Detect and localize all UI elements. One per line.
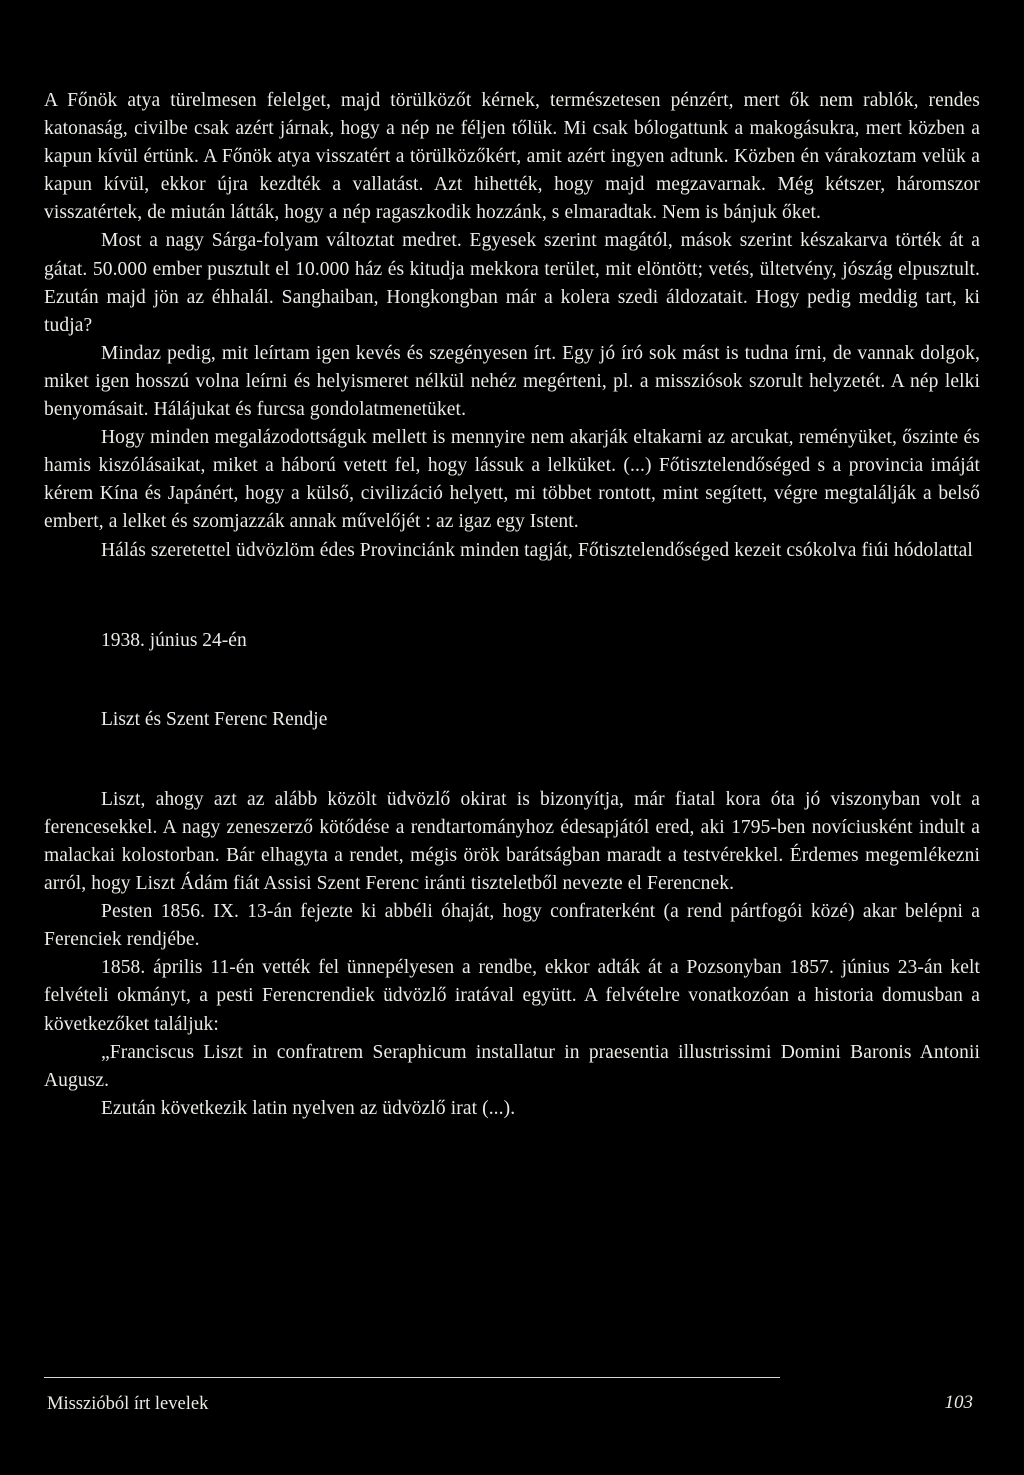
paragraph: Hálás szeretettel üdvözlöm édes Provinciánk minden tagját, Főtisztelendőséged kezeit csókolva fiúi hódolattal [101,539,973,561]
paragraph: A Főnök atya türelmesen felelget, majd törülközőt kérnek, természetesen pénzért, mert ők nem rablók, rendes katonaság, civilbe csak azért járnak, hogy a nép ne féljen tőlük. Mi csak bólogattunk a makogásukra, mert közben a kapun kívül értünk. A Főnök atya visszatért a törülközőkért, amit azért ingyen adtunk. Közben én várakoztam velük a kapun kívül, ekkor újra kezdték a vallatást. Azt hihették, hogy majd megzavarnak. Még kétszer, háromszor visszatértek, de miután látták, hogy a nép ragaszkodik hozzánk, s elmaradtak. Nem is bánjuk őket. [44,90,980,224]
paragraph: „Franciscus Liszt in confratrem Seraphicum installatur in praesentia illustrissimi Domini Baronis Antonii Augusz. [44,1041,980,1091]
paragraph: Most a nagy Sárga-folyam változtat medret. Egyesek szerint magától, mások szerint készakarva törték át a gátat. 50.000 ember pusztult el 10.000 ház és kitudja mekkora terület, mit elöntött; vetés, ültetvény, jószág elpusztult. Ezután majd jön az éhhalál. Sanghaiban, Hongkongban már a kolera szedi áldozatait. Hogy pedig meddig tart, ki tudja? [44,230,980,336]
section-title: Liszt és Szent Ferenc Rendje [101,708,328,730]
letter-date: 1938. június 24-én [101,629,247,651]
running-title: Misszióból írt levelek [47,1394,209,1414]
page-number: 103 [944,1392,973,1413]
paragraph: Pesten 1856. IX. 13-án fejezte ki abbéli óhaját, hogy confraterként (a rend pártfogói közé) akar belépni a Ferenciek rendjébe. [44,901,980,951]
paragraph: 1858. április 11-én vették fel ünnepélyesen a rendbe, ekkor adták át a Pozsonyban 1857. június 23-án kelt felvételi okmányt, a pesti Ferencrendiek üdvözlő iratával együtt. A felvételre vonatkozóan a historia domusban a következőket találjuk: [44,957,980,1035]
page-body [44,87,980,1123]
paragraph: Ezután következik latin nyelven az üdvözlő irat (...). [101,1097,516,1119]
footer-divider [44,1377,780,1378]
spacer [44,655,980,706]
spacer [44,565,980,627]
paragraph: Liszt, ahogy azt az alább közölt üdvözlő okirat is bizonyítja, már fiatal kora óta jó viszonyban volt a ferencesekkel. A nagy zeneszerző kötődése a rendtartományhoz édesapjától ered, aki 1795-ben novíciusként indult a malackai kolostorban. Bár elhagyta a rendet, mégis örök barátságban maradt a testvérekkel. Érdemes megemlékezni arról, hogy Liszt Ádám fiát Assisi Szent Ferenc iránti tiszteletből nevezte el Ferencnek. [44,788,980,895]
paragraph: Hogy minden megalázodottságuk mellett is mennyire nem akarják eltakarni az arcukat, reményüket, őszinte és hamis kiszólásaikat, miket a háború vetett fel, hogy lássuk a lelküket. (...) Főtisztelendőséged s a provincia imáját kérem Kína és Japánért, hogy a külső, civilizáció helyett, mi többet rontott, mint segített, végre megtalálják a belső embert, a lelket és szomjazzák annak művelőjét : az igaz egy Istent. [44,427,980,533]
paragraph: Mindaz pedig, mit leírtam igen kevés és szegényesen írt. Egy jó író sok mást is tudna írni, de vannak dolgok, miket igen hosszú volna leírni és helyismeret nélkül nehéz megérteni, pl. a missziósok szorult helyzetét. A nép lelki benyomásait. Hálájukat és furcsa gondolatmenetüket. [44,342,980,421]
spacer [44,734,980,786]
